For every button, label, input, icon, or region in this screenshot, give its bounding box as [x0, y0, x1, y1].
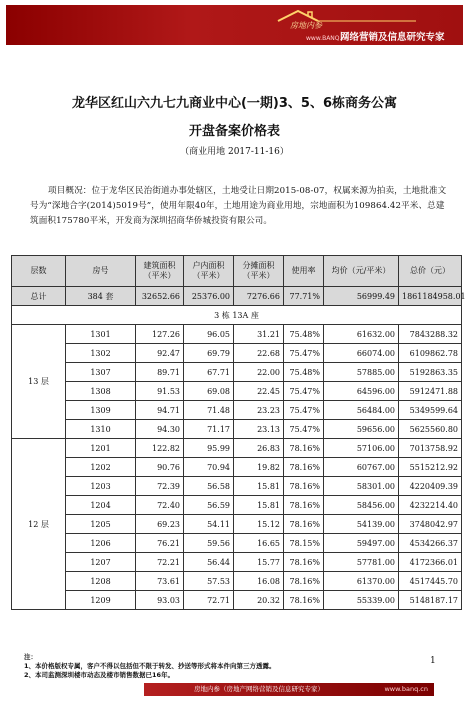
- cell-avg: 61370.00: [324, 572, 399, 591]
- building-section-label: 3 栋 13A 座: [12, 306, 462, 325]
- note-item: 1、本价格版权专属，客户不得以包括但不限于转发、抄送等形式将本件向第三方透露。: [24, 662, 276, 670]
- column-header: 总价（元）: [399, 256, 462, 287]
- cell-room: 1308: [66, 382, 136, 401]
- footer-text: 房地内参（房地产网络营销及信息研究专家）: [194, 685, 324, 693]
- table-row: [12, 458, 462, 477]
- cell-sum: 5148187.17: [399, 591, 462, 610]
- total-sum: 1861184958.01: [399, 287, 462, 306]
- cell-area: 92.47: [136, 344, 184, 363]
- cell-inner: 70.94: [184, 458, 234, 477]
- total-units: 384 套: [66, 287, 136, 306]
- table-row: [12, 401, 462, 420]
- cell-shared: 26.83: [234, 439, 284, 458]
- cell-sum: 5625560.80: [399, 420, 462, 439]
- table-row: [12, 534, 462, 553]
- price-table: [11, 255, 466, 610]
- cell-rate: 75.47%: [284, 420, 324, 439]
- table-row: [12, 382, 462, 401]
- total-label: 总计: [12, 287, 66, 306]
- cell-area: 91.53: [136, 382, 184, 401]
- document-subtitle-title: 开盘备案价格表: [188, 124, 280, 139]
- cell-inner: 56.58: [184, 477, 234, 496]
- notes-label: 注：: [24, 653, 37, 661]
- cell-room: 1204: [66, 496, 136, 515]
- land-use-date: （商业用地 2017-11-16）: [180, 147, 289, 157]
- column-header: 层数: [12, 256, 66, 287]
- cell-room: 1208: [66, 572, 136, 591]
- cell-sum: 7843288.32: [399, 325, 462, 344]
- cell-area: 73.61: [136, 572, 184, 591]
- cell-rate: 75.48%: [284, 325, 324, 344]
- cell-rate: 75.47%: [284, 344, 324, 363]
- cell-shared: 19.82: [234, 458, 284, 477]
- cell-area: 76.21: [136, 534, 184, 553]
- cell-inner: 59.56: [184, 534, 234, 553]
- header-banner: [6, 5, 463, 45]
- cell-rate: 78.16%: [284, 496, 324, 515]
- cell-inner: 69.79: [184, 344, 234, 363]
- cell-room: 1205: [66, 515, 136, 534]
- cell-shared: 23.13: [234, 420, 284, 439]
- table-row: [12, 344, 462, 363]
- table-row: [12, 553, 462, 572]
- document-title: 龙华区红山六九七九商业中心(一期)3、5、6栋商务公寓: [71, 96, 398, 111]
- cell-inner: 72.71: [184, 591, 234, 610]
- column-header: 使用率: [284, 256, 324, 287]
- cell-area: 93.03: [136, 591, 184, 610]
- floor-label: 13 层: [12, 325, 66, 439]
- cell-inner: 67.71: [184, 363, 234, 382]
- total-inner: 25376.00: [184, 287, 234, 306]
- cell-room: 1309: [66, 401, 136, 420]
- footer-banner: [144, 683, 434, 696]
- cell-shared: 22.68: [234, 344, 284, 363]
- cell-room: 1310: [66, 420, 136, 439]
- cell-inner: 56.44: [184, 553, 234, 572]
- cell-inner: 71.17: [184, 420, 234, 439]
- cell-shared: 16.08: [234, 572, 284, 591]
- cell-avg: 60767.00: [324, 458, 399, 477]
- cell-shared: 20.32: [234, 591, 284, 610]
- cell-sum: 6109862.78: [399, 344, 462, 363]
- cell-area: 122.82: [136, 439, 184, 458]
- cell-shared: 31.21: [234, 325, 284, 344]
- cell-avg: 58301.00: [324, 477, 399, 496]
- cell-room: 1206: [66, 534, 136, 553]
- cell-area: 90.76: [136, 458, 184, 477]
- cell-inner: 96.05: [184, 325, 234, 344]
- cell-rate: 78.16%: [284, 458, 324, 477]
- section-row: [12, 306, 462, 325]
- column-header: 分摊面积（平米）: [234, 256, 284, 287]
- cell-avg: 66074.00: [324, 344, 399, 363]
- cell-inner: 95.99: [184, 439, 234, 458]
- cell-shared: 15.77: [234, 553, 284, 572]
- cell-sum: 4220409.39: [399, 477, 462, 496]
- cell-room: 1203: [66, 477, 136, 496]
- table-row: [12, 325, 462, 344]
- cell-room: 1307: [66, 363, 136, 382]
- cell-avg: 54139.00: [324, 515, 399, 534]
- table-header-row: [12, 256, 462, 287]
- cell-sum: 7013758.92: [399, 439, 462, 458]
- cell-shared: 15.81: [234, 496, 284, 515]
- cell-area: 69.23: [136, 515, 184, 534]
- cell-avg: 61632.00: [324, 325, 399, 344]
- cell-area: 127.26: [136, 325, 184, 344]
- table-row: [12, 515, 462, 534]
- cell-inner: 56.59: [184, 496, 234, 515]
- cell-room: 1209: [66, 591, 136, 610]
- cell-inner: 57.53: [184, 572, 234, 591]
- cell-area: 72.40: [136, 496, 184, 515]
- banner-slogan: 网络营销及信息研究专家: [340, 32, 445, 43]
- cell-area: 94.30: [136, 420, 184, 439]
- table-row: [12, 439, 462, 458]
- cell-rate: 78.16%: [284, 515, 324, 534]
- cell-area: 72.39: [136, 477, 184, 496]
- cell-shared: 16.65: [234, 534, 284, 553]
- cell-sum: 5515212.92: [399, 458, 462, 477]
- cell-rate: 75.48%: [284, 363, 324, 382]
- table-row: [12, 496, 462, 515]
- total-avg: 56999.49: [324, 287, 399, 306]
- cell-rate: 75.47%: [284, 401, 324, 420]
- cell-room: 1207: [66, 553, 136, 572]
- cell-shared: 22.45: [234, 382, 284, 401]
- cell-room: 1301: [66, 325, 136, 344]
- brand-url: www.BANQ.cn: [306, 35, 349, 42]
- project-overview: 项目概况：位于龙华区民治街道办事处辖区，土地受让日期2015-08-07，权属来源为拍卖，土地批准文号为“深地合字(2014)5019号”，使用年限40年，土地用途为商业用地，宗地面积为109864.42平米、总建筑面积175780平米，开发商为深圳招商华侨城投资有限公司。: [30, 186, 447, 226]
- cell-sum: 4517445.70: [399, 572, 462, 591]
- cell-avg: 57781.00: [324, 553, 399, 572]
- notes: [24, 653, 424, 680]
- column-header: 房号: [66, 256, 136, 287]
- cell-rate: 78.16%: [284, 572, 324, 591]
- cell-avg: 64596.00: [324, 382, 399, 401]
- column-header: 均价（元/平米）: [324, 256, 399, 287]
- page-number: 1: [430, 656, 436, 666]
- cell-sum: 4172366.01: [399, 553, 462, 572]
- footer-url: www.banq.cn: [384, 685, 428, 693]
- table-row: [12, 572, 462, 591]
- cell-sum: 5192863.35: [399, 363, 462, 382]
- cell-shared: 15.12: [234, 515, 284, 534]
- cell-rate: 78.16%: [284, 553, 324, 572]
- cell-avg: 59497.00: [324, 534, 399, 553]
- note-item: 2、本司监测深圳楼市动态及楼市销售数据已16年。: [24, 671, 175, 679]
- cell-shared: 22.00: [234, 363, 284, 382]
- column-header: 建筑面积（平米）: [136, 256, 184, 287]
- cell-inner: 71.48: [184, 401, 234, 420]
- cell-avg: 59656.00: [324, 420, 399, 439]
- table-row: [12, 591, 462, 610]
- cell-avg: 55339.00: [324, 591, 399, 610]
- cell-room: 1302: [66, 344, 136, 363]
- cell-avg: 56484.00: [324, 401, 399, 420]
- cell-area: 89.71: [136, 363, 184, 382]
- cell-rate: 78.16%: [284, 477, 324, 496]
- cell-shared: 15.81: [234, 477, 284, 496]
- brand-name: 房地内参: [290, 21, 322, 30]
- cell-inner: 69.08: [184, 382, 234, 401]
- cell-room: 1202: [66, 458, 136, 477]
- table-row: [12, 420, 462, 439]
- total-shared: 7276.66: [234, 287, 284, 306]
- floor-label: 12 层: [12, 439, 66, 610]
- total-row: [12, 287, 462, 306]
- cell-sum: 4232214.40: [399, 496, 462, 515]
- cell-area: 94.71: [136, 401, 184, 420]
- cell-sum: 4534266.37: [399, 534, 462, 553]
- column-header: 户内面积（平米）: [184, 256, 234, 287]
- table-row: [12, 363, 462, 382]
- cell-shared: 23.23: [234, 401, 284, 420]
- cell-room: 1201: [66, 439, 136, 458]
- cell-rate: 75.47%: [284, 382, 324, 401]
- cell-avg: 58456.00: [324, 496, 399, 515]
- cell-sum: 3748042.97: [399, 515, 462, 534]
- total-rate: 77.71%: [284, 287, 324, 306]
- table-row: [12, 477, 462, 496]
- cell-avg: 57106.00: [324, 439, 399, 458]
- cell-rate: 78.16%: [284, 591, 324, 610]
- cell-sum: 5349599.64: [399, 401, 462, 420]
- cell-inner: 54.11: [184, 515, 234, 534]
- cell-rate: 78.16%: [284, 439, 324, 458]
- cell-area: 72.21: [136, 553, 184, 572]
- cell-sum: 5912471.88: [399, 382, 462, 401]
- cell-avg: 57885.00: [324, 363, 399, 382]
- total-area: 32652.66: [136, 287, 184, 306]
- cell-rate: 78.15%: [284, 534, 324, 553]
